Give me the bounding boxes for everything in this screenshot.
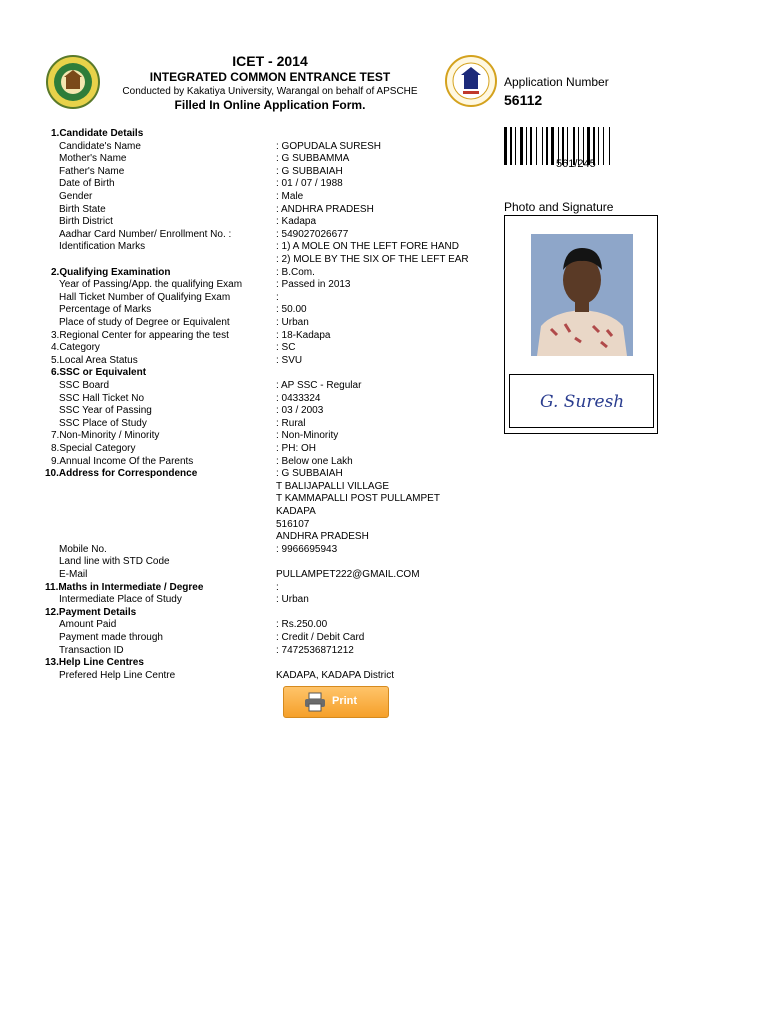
field-label: 2.Qualifying Examination [51, 266, 171, 278]
field-label: SSC Place of Study [59, 417, 147, 429]
field-label: 11.Maths in Intermediate / Degree [45, 581, 204, 593]
field-value: KADAPA, KADAPA District [276, 669, 394, 681]
field-label: SSC Year of Passing [59, 405, 152, 417]
application-number-label: Application Number [504, 75, 609, 89]
field-label: Place of study of Degree or Equivalent [59, 317, 230, 328]
field-label: Percentage of Marks [59, 304, 152, 316]
field-value: : AP SSC - Regular [276, 380, 362, 391]
field-label: Date of Birth [59, 178, 115, 190]
application-number: 56112 [504, 92, 543, 108]
field-value: : Non-Minority [276, 430, 339, 442]
field-label: Birth District [59, 216, 113, 228]
field-value: KADAPA [276, 506, 316, 517]
field-value: : 0433324 [276, 392, 321, 404]
field-value: : 7472536871212 [276, 644, 354, 656]
exam-title: ICET - 2014 [232, 53, 308, 69]
field-value: : B.Com. [276, 266, 315, 278]
field-value: : 18-Kadapa [276, 329, 331, 341]
field-value: : Rs.250.00 [276, 619, 328, 631]
field-value: : Kadapa [276, 216, 317, 228]
field-label: Father's Name [59, 165, 125, 177]
field-value: : G SUBBAIAH [276, 468, 343, 480]
field-label: Aadhar Card Number/ Enrollment No. : [59, 228, 232, 240]
field-value: T KAMMAPALLI POST PULLAMPET [276, 493, 440, 505]
field-value: : ANDHRA PRADESH [276, 203, 374, 215]
printer-icon [304, 692, 326, 712]
field-label: Candidate's Name [59, 140, 141, 152]
field-label: 8.Special Category [51, 443, 136, 454]
field-value: : 2) MOLE BY THE SIX OF THE LEFT EAR [276, 254, 469, 265]
field-value: : PH: OH [276, 443, 317, 454]
field-value: T BALIJAPALLI VILLAGE [276, 480, 390, 492]
field-label: Transaction ID [59, 644, 124, 656]
field-value: : SC [276, 342, 296, 354]
field-label: Birth State [59, 203, 106, 215]
field-value: PULLAMPET222@GMAIL.COM [276, 569, 420, 580]
photo-signature-label: Photo and Signature [504, 200, 614, 214]
field-value: : 9966695943 [276, 543, 338, 555]
exam-full-name: INTEGRATED COMMON ENTRANCE TEST [149, 70, 391, 84]
field-label: 7.Non-Minority / Minority [51, 430, 160, 442]
field-label: 9.Annual Income Of the Parents [51, 455, 194, 467]
field-value: : [276, 581, 279, 593]
field-label: Mobile No. [59, 543, 107, 555]
barcode-number: 561/245 [556, 158, 596, 170]
field-value: : Rural [276, 417, 306, 429]
field-label: Payment made through [59, 632, 163, 643]
field-label: Gender [59, 191, 93, 202]
field-label: SSC Board [59, 380, 110, 391]
print-button[interactable] [283, 686, 389, 718]
field-label: 4.Category [51, 342, 100, 354]
field-value: : 1) A MOLE ON THE LEFT FORE HAND [276, 241, 460, 253]
field-value: : SVU [276, 354, 303, 366]
field-label: Year of Passing/App. the qualifying Exam [59, 279, 243, 291]
form-note: Filled In Online Application Form. [174, 98, 366, 112]
print-label: Print [332, 695, 358, 707]
field-label: Land line with STD Code [59, 556, 170, 568]
field-value: 516107 [276, 518, 310, 530]
conducted-by: Conducted by Kakatiya University, Warangal on behalf of APSCHE [122, 86, 418, 97]
field-value: : GOPUDALA SURESH [276, 140, 382, 152]
field-label: Prefered Help Line Centre [59, 669, 176, 681]
field-label: 1.Candidate Details [51, 128, 144, 139]
field-value: : Credit / Debit Card [276, 632, 365, 643]
field-value: : 549027026677 [276, 228, 349, 240]
field-label: SSC Hall Ticket No [59, 392, 145, 404]
field-label: 13.Help Line Centres [45, 657, 144, 669]
field-value: : 01 / 07 / 1988 [276, 178, 343, 190]
field-value: : Below one Lakh [276, 455, 353, 467]
field-label: Amount Paid [59, 619, 117, 631]
field-value: : 50.00 [276, 304, 307, 316]
field-label: 3.Regional Center for appearing the test [51, 329, 229, 341]
field-value: : G SUBBAIAH [276, 165, 343, 177]
field-value: : Male [276, 191, 304, 202]
signature-text: G. Suresh [540, 392, 625, 412]
field-label: Identification Marks [59, 241, 146, 253]
field-label: Intermediate Place of Study [59, 594, 182, 606]
signature-box [509, 374, 654, 428]
field-value: : [276, 291, 279, 303]
field-value: : Passed in 2013 [276, 279, 351, 291]
field-label: 10.Address for Correspondence [45, 468, 198, 480]
field-value: : Urban [276, 317, 309, 328]
field-label: E-Mail [59, 569, 88, 580]
field-label: 6.SSC or Equivalent [51, 367, 147, 379]
field-value: : 03 / 2003 [276, 405, 324, 417]
field-value: : Urban [276, 594, 309, 606]
field-label: Hall Ticket Number of Qualifying Exam [59, 291, 231, 303]
field-label: Mother's Name [59, 153, 127, 165]
field-label: 5.Local Area Status [51, 354, 138, 366]
candidate-photo [531, 234, 633, 356]
field-label: 12.Payment Details [45, 606, 137, 618]
apsche-logo [445, 55, 497, 107]
field-value: : G SUBBAMMA [276, 153, 350, 165]
field-value: ANDHRA PRADESH [276, 531, 369, 543]
